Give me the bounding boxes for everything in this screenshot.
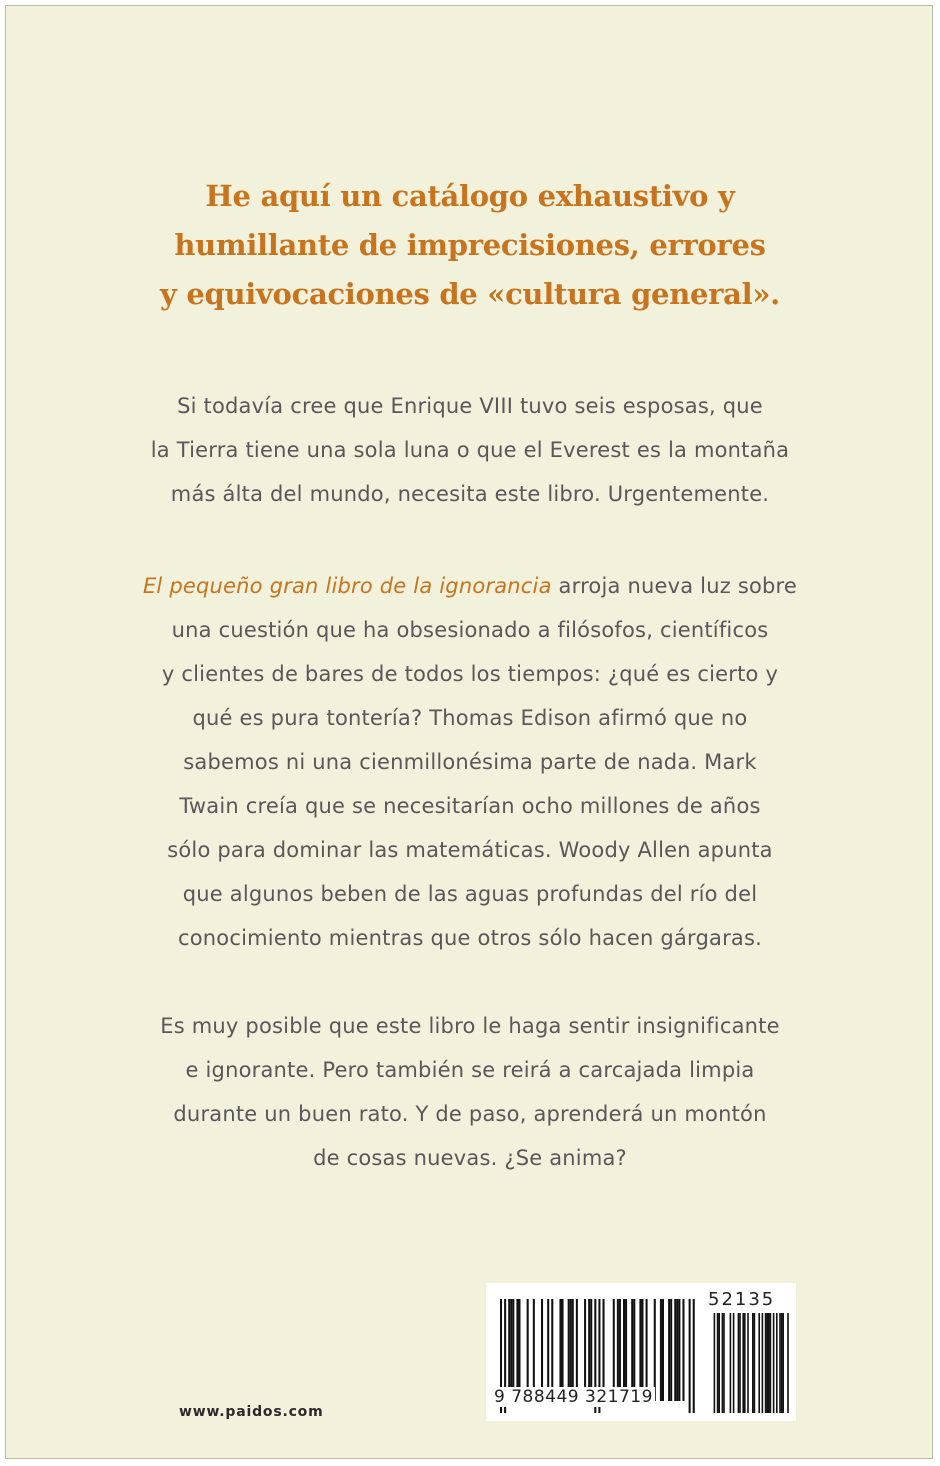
barcode-bar	[551, 1299, 553, 1401]
headline-line: humillante de imprecisiones, errores	[174, 228, 766, 262]
barcode-bar	[654, 1299, 656, 1401]
barcode-bar	[613, 1299, 615, 1401]
paragraph-line: más álta del mundo, necesita este libro. Urgentemente.	[170, 482, 770, 506]
addon-bar	[733, 1313, 735, 1413]
barcode-bar	[527, 1299, 529, 1401]
paragraph-line: la Tierra tiene una sola luna o que el Everest es la montaña	[150, 438, 790, 462]
barcode-bar	[547, 1299, 549, 1401]
barcode-bar	[646, 1299, 648, 1401]
paragraph-line: que algunos beben de las aguas profundas del río del	[182, 882, 758, 906]
headline-line: y equivocaciones de «cultura general».	[160, 277, 780, 311]
barcode-bar	[516, 1299, 518, 1401]
addon-bar	[718, 1313, 720, 1413]
addon-bar	[714, 1313, 716, 1413]
addon-bar	[765, 1313, 767, 1413]
addon-digits: 52135	[708, 1289, 776, 1310]
barcode-bar	[588, 1299, 590, 1401]
barcode-bar	[676, 1299, 678, 1401]
barcode-bar	[508, 1299, 510, 1401]
barcode-bar	[668, 1299, 670, 1401]
barcode-bar	[689, 1299, 691, 1413]
paragraph-intro	[66, 384, 874, 516]
addon-bar	[768, 1313, 770, 1413]
barcode-bar	[572, 1299, 574, 1401]
barcode-bar	[619, 1299, 621, 1401]
addon-bar	[762, 1313, 764, 1413]
barcode-bar	[674, 1299, 676, 1401]
book-title: El pequeño gran libro de la ignorancia	[142, 574, 552, 598]
barcode-bar	[639, 1299, 641, 1401]
addon-bar	[722, 1313, 724, 1413]
addon-bar	[766, 1313, 768, 1413]
paragraph-closing	[66, 1004, 874, 1180]
barcode-bar	[568, 1299, 570, 1401]
barcode-bar	[510, 1299, 512, 1401]
barcode-bar	[603, 1299, 605, 1401]
headline-line: He aquí un catálogo exhaustivo y	[205, 179, 735, 213]
barcode-bar	[662, 1299, 664, 1401]
barcode-bar	[625, 1299, 627, 1401]
addon-bar	[739, 1313, 741, 1413]
addon-bar	[787, 1313, 789, 1413]
barcode-bar	[512, 1299, 514, 1401]
addon-bar	[730, 1313, 732, 1413]
paragraph-line: durante un buen rato. Y de paso, aprenderá un montón	[173, 1102, 767, 1126]
paragraph-line: sólo para dominar las matemáticas. Woody Allen apunta	[167, 838, 773, 862]
addon-bar	[717, 1313, 719, 1413]
barcode-bar	[670, 1299, 672, 1401]
publisher-website: www.paidos.com	[179, 1404, 324, 1420]
barcode-bar	[660, 1299, 662, 1401]
barcode-bar	[617, 1299, 619, 1401]
paragraph-line: conocimiento mientras que otros sólo hacen gárgaras.	[178, 926, 762, 950]
paragraph-line: Twain creía que se necesitarían ocho millones de años	[179, 794, 761, 818]
headline	[66, 172, 874, 319]
addon-bar	[776, 1313, 778, 1413]
paragraph-line-rest: arroja nueva luz sobre	[551, 574, 798, 598]
barcode-bar	[584, 1299, 586, 1401]
paragraph-line: Es muy posible que este libro le haga sentir insignificante	[160, 1014, 780, 1038]
paragraph-line: de cosas nuevas. ¿Se anima?	[313, 1146, 627, 1170]
barcode-bar	[590, 1299, 592, 1401]
addon-bar	[773, 1313, 775, 1413]
barcode-bar	[533, 1299, 535, 1401]
barcode-bar	[631, 1299, 633, 1401]
addon-bar	[770, 1313, 772, 1413]
paragraph-description	[66, 564, 874, 960]
paragraph-line: qué es pura tontería? Thomas Edison afirmó que no	[192, 706, 748, 730]
paragraph-line: Si todavía cree que Enrique VIII tuvo seis esposas, que	[177, 394, 763, 418]
barcode-bar	[576, 1299, 578, 1401]
back-cover	[5, 5, 933, 1459]
addon-bar	[781, 1313, 783, 1413]
barcode-bar	[518, 1299, 520, 1401]
barcode-bar	[678, 1299, 680, 1401]
barcode-bar	[623, 1299, 625, 1401]
addon-bar	[747, 1313, 749, 1413]
ean-digits: 9 788449 321719	[494, 1387, 653, 1407]
paragraph-line: e ignorante. Pero también se reirá a carcajada limpia	[185, 1058, 755, 1082]
addon-bar	[742, 1313, 744, 1413]
barcode-bar	[682, 1299, 684, 1401]
addon-bar	[782, 1313, 784, 1413]
barcode-bar	[559, 1299, 561, 1401]
addon-bar	[744, 1313, 746, 1413]
barcode-bar	[641, 1299, 643, 1401]
addon-bar	[723, 1313, 725, 1413]
addon-bar	[754, 1313, 756, 1413]
barcode-bar	[570, 1299, 572, 1401]
isbn-barcode	[486, 1283, 796, 1421]
barcode-bar	[633, 1299, 635, 1401]
paragraph-line: sabemos ni una cienmillonésima parte de nada. Mark	[183, 750, 757, 774]
barcode-bar	[562, 1299, 564, 1401]
addon-bar	[779, 1313, 781, 1413]
paragraph-line: y clientes de bares de todos los tiempos: ¿qué es cierto y	[161, 662, 779, 686]
addon-bar	[758, 1313, 760, 1413]
barcode-bar	[693, 1299, 695, 1413]
addon-bar	[738, 1313, 740, 1413]
barcode-bar	[541, 1299, 543, 1401]
addon-bar	[752, 1313, 754, 1413]
paragraph-line	[66, 564, 874, 608]
paragraph-line: una cuestión que ha obsesionado a filósofos, científicos	[171, 618, 769, 642]
